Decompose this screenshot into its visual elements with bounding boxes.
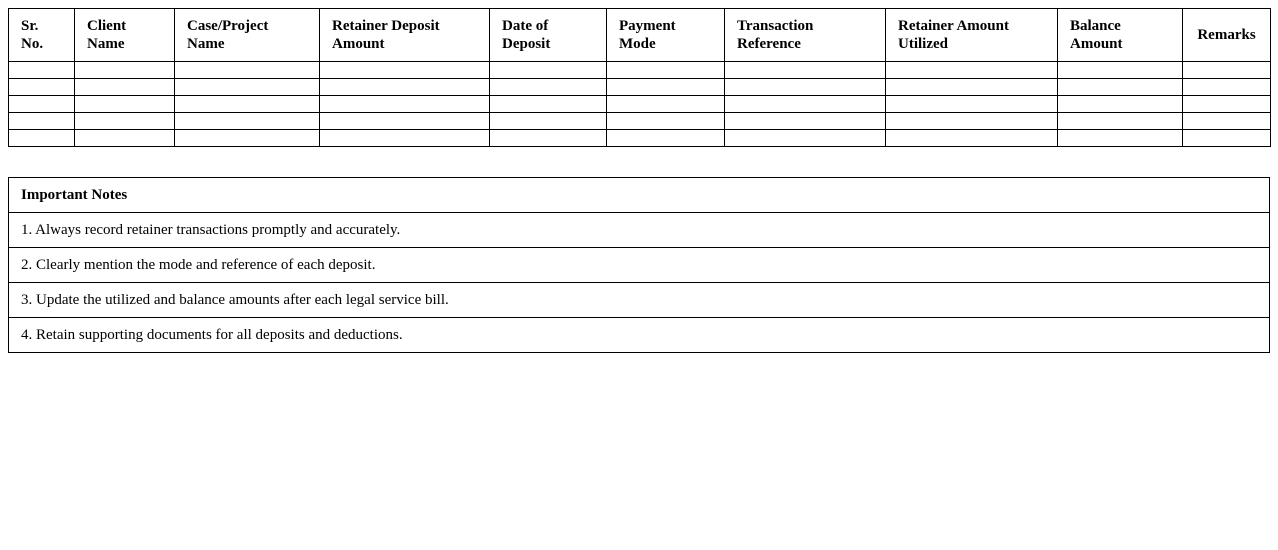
- table-cell[interactable]: [320, 130, 490, 147]
- note-row: [9, 213, 1270, 248]
- table-cell[interactable]: [725, 96, 886, 113]
- table-cell[interactable]: [886, 113, 1058, 130]
- table-cell[interactable]: [9, 130, 75, 147]
- note-item-1: 1. Always record retainer transactions promptly and accurately.: [9, 213, 1270, 248]
- table-cell[interactable]: [1058, 79, 1183, 96]
- table-cell[interactable]: [607, 62, 725, 79]
- retainer-ledger-table: [8, 8, 1271, 147]
- table-row: [9, 96, 1271, 113]
- note-row: [9, 318, 1270, 353]
- table-cell[interactable]: [1058, 113, 1183, 130]
- table-cell[interactable]: [490, 113, 607, 130]
- note-row: [9, 248, 1270, 283]
- table-cell[interactable]: [175, 113, 320, 130]
- table-row: [9, 79, 1271, 96]
- notes-title: Important Notes: [9, 178, 1270, 213]
- table-cell[interactable]: [886, 130, 1058, 147]
- header-case-project-name: Case/Project Name: [175, 9, 320, 62]
- header-retainer-amount-utilized: Retainer Amount Utilized: [886, 9, 1058, 62]
- table-cell[interactable]: [490, 130, 607, 147]
- notes-title-row: [9, 178, 1270, 213]
- table-cell[interactable]: [607, 96, 725, 113]
- table-cell[interactable]: [886, 96, 1058, 113]
- table-cell[interactable]: [9, 79, 75, 96]
- table-header-row: [9, 9, 1271, 62]
- table-cell[interactable]: [607, 113, 725, 130]
- table-cell[interactable]: [490, 79, 607, 96]
- header-transaction-reference: Transaction Reference: [725, 9, 886, 62]
- table-cell[interactable]: [175, 62, 320, 79]
- header-client-name: Client Name: [75, 9, 175, 62]
- table-cell[interactable]: [1183, 113, 1271, 130]
- important-notes-table: [8, 177, 1270, 353]
- table-cell[interactable]: [886, 62, 1058, 79]
- table-cell[interactable]: [175, 96, 320, 113]
- table-row: [9, 62, 1271, 79]
- header-sr-no: Sr. No.: [9, 9, 75, 62]
- table-cell[interactable]: [320, 96, 490, 113]
- table-cell[interactable]: [607, 79, 725, 96]
- table-row: [9, 130, 1271, 147]
- table-cell[interactable]: [725, 113, 886, 130]
- table-cell[interactable]: [75, 130, 175, 147]
- table-cell[interactable]: [725, 62, 886, 79]
- table-cell[interactable]: [490, 96, 607, 113]
- note-item-4: 4. Retain supporting documents for all deposits and deductions.: [9, 318, 1270, 353]
- table-cell[interactable]: [320, 79, 490, 96]
- table-cell[interactable]: [1183, 62, 1271, 79]
- note-row: [9, 283, 1270, 318]
- header-balance-amount: Balance Amount: [1058, 9, 1183, 62]
- header-date-of-deposit: Date of Deposit: [490, 9, 607, 62]
- table-cell[interactable]: [1183, 79, 1271, 96]
- table-cell[interactable]: [9, 113, 75, 130]
- note-item-2: 2. Clearly mention the mode and reference of each deposit.: [9, 248, 1270, 283]
- table-cell[interactable]: [9, 96, 75, 113]
- table-cell[interactable]: [1058, 96, 1183, 113]
- table-cell[interactable]: [1183, 96, 1271, 113]
- table-cell[interactable]: [75, 62, 175, 79]
- table-cell[interactable]: [320, 113, 490, 130]
- table-cell[interactable]: [175, 79, 320, 96]
- table-cell[interactable]: [320, 62, 490, 79]
- table-cell[interactable]: [1058, 62, 1183, 79]
- ledger-body: [9, 62, 1271, 147]
- table-cell[interactable]: [607, 130, 725, 147]
- table-cell[interactable]: [75, 96, 175, 113]
- header-remarks: Remarks: [1183, 9, 1271, 62]
- table-cell[interactable]: [886, 79, 1058, 96]
- table-cell[interactable]: [725, 79, 886, 96]
- table-cell[interactable]: [75, 79, 175, 96]
- table-cell[interactable]: [490, 62, 607, 79]
- table-cell[interactable]: [75, 113, 175, 130]
- header-payment-mode: Payment Mode: [607, 9, 725, 62]
- table-cell[interactable]: [1183, 130, 1271, 147]
- table-cell[interactable]: [725, 130, 886, 147]
- note-item-3: 3. Update the utilized and balance amounts after each legal service bill.: [9, 283, 1270, 318]
- table-cell[interactable]: [1058, 130, 1183, 147]
- table-cell[interactable]: [175, 130, 320, 147]
- table-cell[interactable]: [9, 62, 75, 79]
- header-retainer-deposit-amount: Retainer Deposit Amount: [320, 9, 490, 62]
- table-row: [9, 113, 1271, 130]
